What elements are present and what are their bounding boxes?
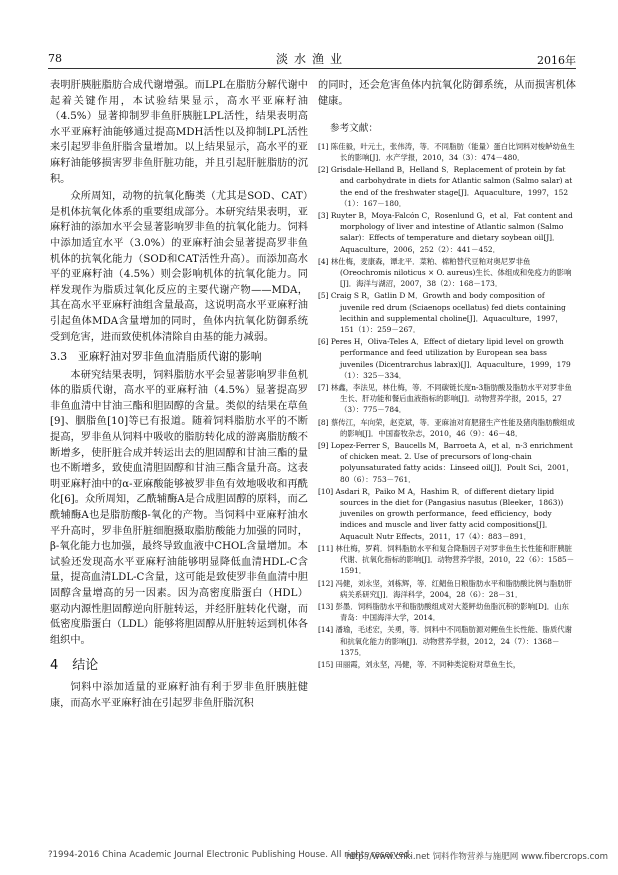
reference-item: [14] 潘瑜，毛述宏，关勇，等．饲料中不同脂肪源对鲤鱼生长性能、脂质代谢和抗氧化能力的影响[J]．动物营养学报，2012，24（7）：1368－1375． [318,625,573,657]
body-paragraph: 众所周知，动物的抗氧化酶类（尤其是SOD、CAT）是机体抗氧化体系的重要组成部分。本研究结果表明，亚麻籽油的添加水平会显著影响罗非鱼的抗氧化能力。饲料中添加适宜水平（3.0%）的亚麻籽油会显著提高罗非鱼机体的抗氧化能力（SOD和CAT活性升高）。而添加高水平的亚麻籽油（4.5%）则会影响机体的抗氧化能力。同样发现作为脂质过氧化反应的主要代谢产物——MDA，其在高水平亚麻籽油组含量最高，这说明高水平亚麻籽油引起鱼体MDA含量增加的同时，鱼体内抗氧化防御系统受到危害，进而致使机体清除自由基的能力减弱。 [50,191,308,343]
section-heading: 3.3 亚麻籽油对罗非鱼血清脂质代谢的影响 [50,350,262,364]
reference-item: [6] Peres H，Oliva-Teles A．Effect of dietary lipid level on growth performance and feed utilization by European sea bass juveniles (Dicentrarchus labrax)[J]．Aquaculture，1999，179（1）：325－334． [318,337,571,380]
reference-item: [1] 陈佳毅，叶元土，张伟涛，等．不同脂肪（能量）蛋白比饲料对梭鲈幼鱼生长的影响[J]．水产学报，2010，34（3）：474－480． [318,141,575,162]
reference-item: [8] 蔡传江，车向荣，赵克斌，等．亚麻油对育肥猪生产性能及猪肉脂肪酸组成的影响[J]．中国畜牧杂志，2010，46（9）：46－48． [318,417,575,438]
body-paragraph: 的同时，还会危害鱼体内抗氧化防御系统，从而损害机体健康。 [318,80,576,107]
header-rule [48,68,576,69]
reference-item: [2] Grisdale-Helland B，Helland S．Replacement of protein by fat and carbohydrate in diets for Atlantic salmon (Salmo salar) at the end of the freshwater stage[J]．Aquaculture，1997，152（1）：167－180． [318,165,573,208]
conclusion-title: 结论 [72,658,99,674]
page-number: 78 [48,52,62,65]
reference-item: [11] 林仕梅，罗莉．饲料脂肪水平和复合降脂因子对罗非鱼生长性能和肝胰脏代谢、抗氧化指标的影响[J]．动物营养学报，2010，22（6）：1585－1591． [318,543,575,576]
reference-item: [4] 林仕梅，麦康森，谭北平．菜粕、棉粕替代豆粕对奥尼罗非鱼(Oreochromis niloticus × O. aureus)生长、体组成和免疫力的影响[J]．海洋与湖沼，2007，38（2）：168－173． [318,256,572,289]
conclusion-heading [50,658,308,674]
right-column [318,78,576,671]
page-footer [48,850,608,860]
watermark-url[interactable]: http://www.cnki.net 饲料作物营养与施肥网 www.fibercrops.com [346,852,608,862]
reference-item: [3] Ruyter B，Moya-Falcón C，Rosenlund G，et al．Fat content and morphology of liver and intestine of Atlantic salmon (Salmo salar)：Effects of temperature and dietary soybean oil[J]．Aquaculture，2006，252（2）：441－452． [318,211,573,254]
reference-item: [10] Asdari R，Paiko M A，Hashim R．of different dietary lipid sources in the diet for (Pangasius nasutus (Bleeker，1863)) juveniles on growth performance，feed efficiency，body indices and muscle and liver fatty acid compositions[J]．Aquacult Nutr Effects，2011，17（4）：883－891． [318,486,564,541]
reference-item: [13] 彭墨．饲料脂肪水平和脂肪酸组成对大菱鲆幼鱼脂沉积的影响[D]．山东青岛：中国海洋大学，2014． [318,601,569,623]
body-paragraph: 饲料中添加适量的亚麻籽油有利于罗非鱼肝胰脏健康，而高水平亚麻籽油在引起罗非鱼肝脂沉积 [50,681,308,709]
reference-item: [12] 冯健，刘永坚，刘栋辉，等．红鲳鱼日粮脂肪水平和脂肪酸比例与脂肪肝病关系研究[J]．海洋科学，2004，28（6）：28－31． [318,578,573,599]
journal-year: 2016年 [537,54,576,67]
references-title: 参考文献： [330,123,378,135]
page-header [48,48,576,70]
reference-item: [9] Lopez-Ferrer S，Baucells M，Barroeta A，et al．n-3 enrichment of chicken meat. 2. Use of precursors of long-chain polyunsaturated fatty acids：Linseed oil[J]．Poult Sci，2001，80（6）：753－761． [318,441,574,484]
reference-item: [5] Craig S R，Gatlin D M．Growth and body composition of juvenile red drum (Sciaenops ocellatus) fed diets containing lecithin and supplemental choline[J]．Aquaculture，1997，151（1）：259－267． [318,291,566,335]
copyright-notice: ?1994-2016 China Academic Journal Electronic Publishing House. All rights reserved. [48,850,412,860]
reference-list [318,141,576,670]
conclusion-number: 4 [50,658,59,674]
journal-name: 淡水渔业 [275,52,348,66]
body-paragraph: 本研究结果表明，饲料脂肪水平会显著影响罗非鱼机体的脂质代谢，高水平的亚麻籽油（4.5%）显著提高罗非鱼血清中甘油三酯和胆固醇的含量。类似的结果在草鱼[9]、胭脂鱼[10]等已有报道。随着饲料脂肪水平的不断提高，罗非鱼从饲料中吸收的脂肪转化成的游离脂肪酸不断增多，使肝脏合成并转运出去的胆固醇和甘油三酯的量也不断增多，致使血清胆固醇和甘油三酯含量升高。这表明亚麻籽油中的α-亚麻酸能够被罗非鱼有效地吸收和再酰化[6]。众所周知，乙酰辅酶A是合成胆固醇的原料，而乙酰辅酶A也是脂肪酸β-氧化的产物。当饲料中亚麻籽油水平升高时，罗非鱼肝脏细胞摄取脂肪酸能力加强的同时，β-氧化能力也加强，最终导致血液中CHOL含量增加。本试验还发现高水平亚麻籽油能够明显降低血清HDL-C含量，提高血清LDL-C含量，这可能是致使罗非鱼血清中胆固醇含量增高的另一因素。因为高密度脂蛋白（HDL）驱动内源性胆固醇逆向肝脏转运，并经肝脏转化代谢，而低密度脂蛋白（LDL）能够将胆固醇从肝脏转运到机体各组织中。 [50,369,308,646]
body-paragraph: 表明肝胰脏脂肪合成代谢增强。而LPL在脂肪分解代谢中起着关键作用，本试验结果显示，高水平亚麻籽油（4.5%）显著抑制罗非鱼肝胰脏LPL活性，结果表明高水平亚麻籽油能够通过提高MDH活性以及抑制LPL活性来引起罗非鱼肝脂含量增加。以上结果显示，高水平的亚麻籽油能够损害罗非鱼肝脏功能，并且引起肝脏脂肪的沉积。 [50,80,308,185]
left-column [50,78,308,713]
reference-item: [7] 林鑫，李法见，林仕梅，等．不同碳链长度n-3脂肪酸及脂肪水平对罗非鱼生长、肝功能和餐后血液指标的影响[J]．动物营养学报，2015，27（3）：775－784． [318,383,572,415]
reference-item: [15] 田丽霞，刘永坚，冯健，等．不同种类淀粉对草鱼生长， [318,659,521,669]
